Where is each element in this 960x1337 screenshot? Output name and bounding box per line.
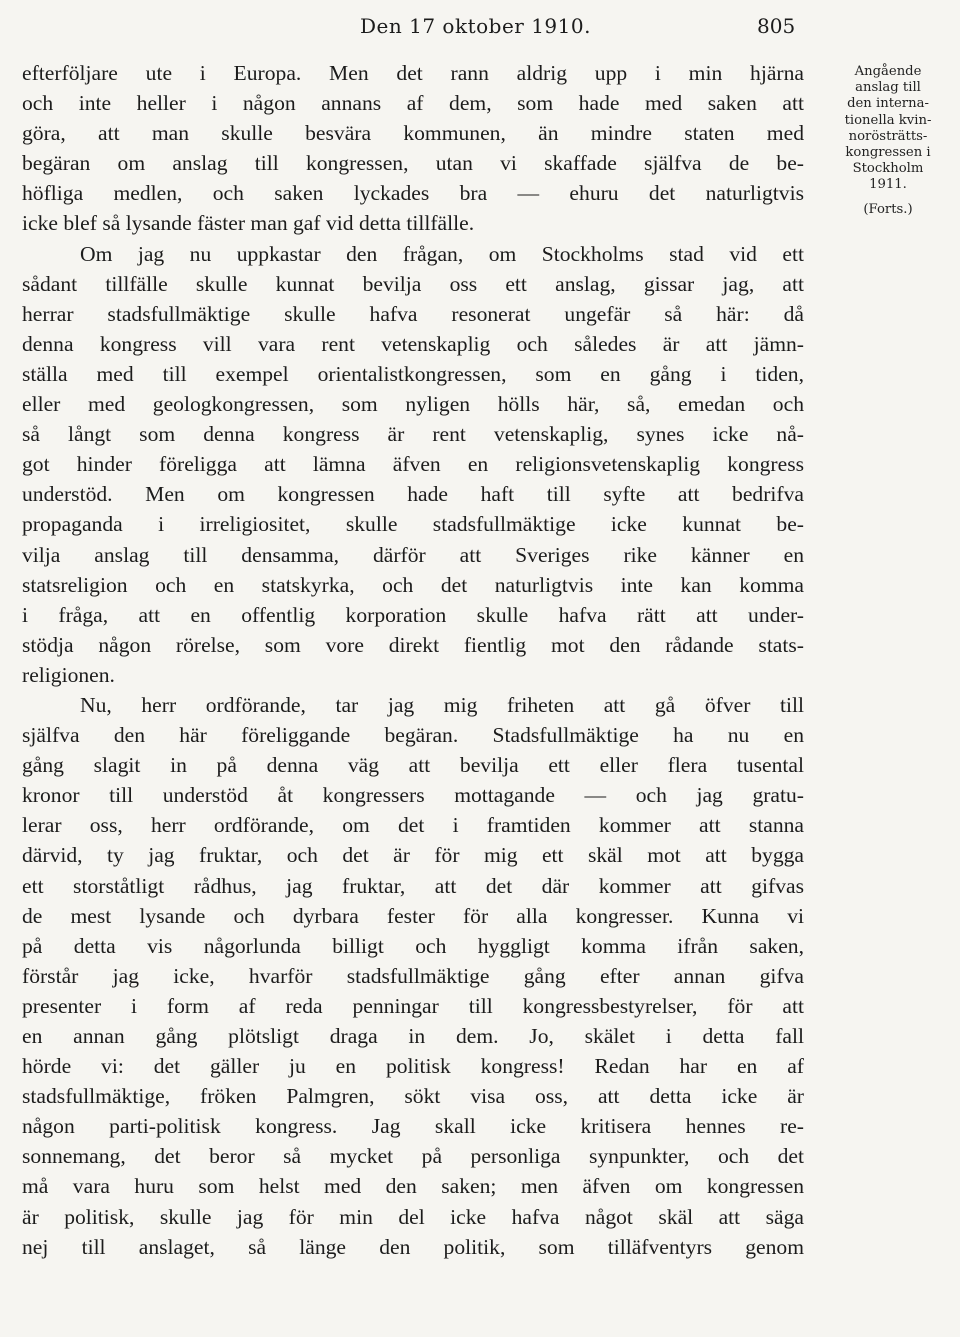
text-line: stödja någon rörelse, som vore direkt fientlig mot den rådande stats- (22, 632, 804, 657)
text-line: propaganda i irreligiositet, skulle stadsfullmäktige icke kunnat be- (22, 512, 804, 537)
text-line: därvid, ty jag fruktar, och det är för mig ett skäl mot att bygga (22, 843, 804, 868)
text-line: efterföljare ute i Europa. Men det rann aldrig upp i min hjärna (22, 61, 804, 85)
margin-note-line: anslag till (855, 80, 921, 96)
text-line: Nu, herr ordförande, tar jag mig friheten att gå öfver till (80, 692, 804, 717)
text-line: religionen. (22, 662, 115, 687)
margin-note-line: den interna- (847, 96, 929, 112)
text-line: sonnemang, det beror så mycket på personliga synpunkter, och det (22, 1144, 804, 1169)
text-line: understöd. Men om kongressen hade haft till syfte att bedrifva (22, 482, 804, 507)
text-line: ett storståtligt rådhus, jag fruktar, att det där kommer att gifvas (22, 873, 804, 898)
text-line: denna kongress vill vara rent vetenskaplig och således är att jämn- (22, 331, 804, 356)
text-line: lerar oss, herr ordförande, om det i framtiden kommer att stanna (22, 813, 804, 838)
page-header (0, 14, 960, 46)
text-line: sådant tillfälle skulle kunnat bevilja oss ett anslag, gissar jag, att (22, 271, 804, 296)
text-line: stadsfullmäktige, fröken Palmgren, sökt visa oss, att detta icke är (22, 1084, 804, 1109)
text-line: på detta vis någorlunda billigt och hyggligt komma ifrån saken, (22, 933, 804, 958)
margin-note (818, 64, 958, 218)
text-line: må vara huru som helst med den saken; men äfven om kongressen (22, 1174, 804, 1199)
page-number: 805 (757, 14, 796, 38)
text-line: höfliga medlen, och saken lyckades bra — ehuru det naturligtvis (22, 181, 804, 206)
margin-note-line: norösträtts- (848, 128, 928, 144)
text-line: ställa med till exempel orientalistkongressen, som en gång i tiden, (22, 361, 804, 386)
page-date: Den 17 oktober 1910. (360, 14, 591, 38)
text-line: icke blef så lysande fäster man gaf vid detta tillfälle. (22, 211, 475, 236)
text-line: i fråga, att en offentlig korporation skulle hafva rätt att under- (22, 602, 804, 627)
text-line: begäran om anslag till kongressen, utan vi skaffade själfva de be- (22, 151, 804, 176)
margin-note-line: Angående (854, 64, 922, 79)
text-line: nej till anslaget, så länge den politik, som tilläfventyrs genom (22, 1234, 804, 1259)
text-line: got hinder föreligga att lämna äfven en religionsvetenskaplig kongress (22, 452, 804, 477)
margin-note-line: 1911. (869, 177, 907, 193)
margin-note-line: Stockholm (852, 161, 924, 177)
text-line: någon parti-politisk kongress. Jag skall icke kritisera hennes re- (22, 1114, 804, 1139)
text-line: Om jag nu uppkastar den frågan, om Stockholms stad vid ett (80, 241, 804, 266)
text-line: presenter i form af reda penningar till kongressbestyrelser, för att (22, 993, 804, 1018)
text-line: herrar stadsfullmäktige skulle hafva resonerat ungefär så här: då (22, 301, 804, 326)
text-line: själfva den här föreliggande begäran. Stadsfullmäktige ha nu en (22, 723, 804, 748)
body-text (22, 58, 804, 1262)
text-line: vilja anslag till densamma, därför att Sveriges rike känner en (22, 542, 804, 567)
margin-note-line: kongressen i (845, 145, 931, 161)
text-line: gång slagit in på denna väg att bevilja ett eller flera tusental (22, 753, 804, 778)
text-line: hörde vi: det gäller ju en politisk kongress! Redan har en af (22, 1054, 804, 1079)
text-line: så långt som denna kongress är rent vetenskaplig, synes icke nå- (22, 422, 804, 447)
text-line: och inte heller i någon annans af dem, som hade med saken att (22, 91, 804, 116)
margin-note-line: tionella kvin- (844, 112, 932, 128)
text-line: göra, att man skulle besvära kommunen, än mindre staten med (22, 121, 804, 146)
text-line: statsreligion och en statskyrka, och det naturligtvis inte kan komma (22, 572, 804, 597)
text-line: de mest lysande och dyrbara fester för alla kongresser. Kunna vi (22, 903, 804, 928)
text-line: en annan gång plötsligt draga in dem. Jo, skälet i detta fall (22, 1024, 804, 1048)
margin-note-continued: (Forts.) (863, 201, 913, 217)
text-line: förstår jag icke, hvarför stadsfullmäktige gång efter annan gifva (22, 963, 804, 988)
text-line: är politisk, skulle jag för min del icke hafva något skäl att säga (22, 1204, 804, 1229)
text-line: eller med geologkongressen, som nyligen hölls här, så, emedan och (22, 392, 804, 417)
text-line: kronor till understöd åt kongressers mottagande — och jag gratu- (22, 783, 804, 808)
